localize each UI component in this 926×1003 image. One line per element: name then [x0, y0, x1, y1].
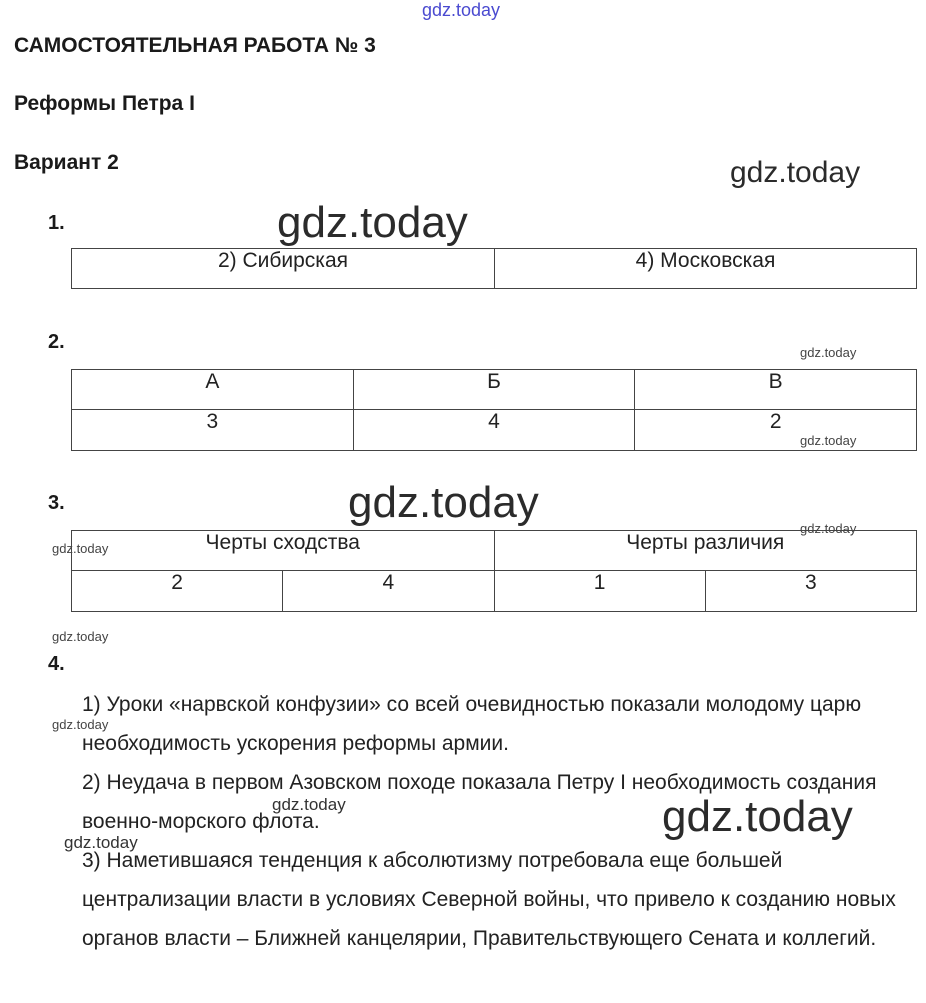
watermark: gdz.today	[662, 792, 853, 841]
task-1-cell: 4) Московская	[495, 249, 917, 289]
task-2-header: В	[635, 370, 917, 410]
task-3-number: 3.	[48, 492, 65, 514]
watermark: gdz.today	[730, 156, 861, 189]
watermark: gdz.today	[800, 433, 857, 448]
task-4-number: 4.	[48, 653, 65, 675]
watermark: gdz.today	[800, 521, 857, 536]
task-3-value: 4	[283, 571, 494, 612]
task-3-value: 1	[494, 571, 705, 612]
task-1-table	[71, 248, 917, 289]
worksheet-title: САМОСТОЯТЕЛЬНАЯ РАБОТА № 3	[14, 34, 376, 57]
watermark: gdz.today	[800, 345, 857, 360]
task-1-cell: 2) Сибирская	[72, 249, 495, 289]
task-3-table	[71, 530, 917, 612]
task-2-value: 4	[353, 410, 635, 451]
task-2-table	[71, 369, 917, 451]
variant-label: Вариант 2	[14, 151, 119, 174]
watermark: gdz.today	[52, 717, 109, 732]
worksheet-subtitle: Реформы Петра I	[14, 92, 195, 115]
task-3-value: 2	[72, 571, 283, 612]
watermark: gdz.today	[64, 833, 138, 852]
answer-paragraph: 2) Неудача в первом Азовском походе показала Петру I необходимость создания военно-морского флота.	[82, 771, 877, 833]
task-1-number: 1.	[48, 212, 65, 234]
watermark: gdz.today	[348, 478, 539, 527]
task-2-value: 2	[635, 410, 917, 451]
watermark: gdz.today	[272, 795, 346, 814]
task-3-header: Черты сходства	[72, 531, 495, 571]
task-2-value: 3	[72, 410, 354, 451]
watermark: gdz.today	[52, 629, 109, 644]
task-3-header: Черты различия	[494, 531, 917, 571]
watermark: gdz.today	[422, 0, 501, 20]
task-3-value: 3	[705, 571, 916, 612]
task-2-number: 2.	[48, 331, 65, 353]
answer-paragraph: 3) Наметившаяся тенденция к абсолютизму потребовала еще большей централизации власти в условиях Северной войны, что привело к созданию новых органов власти – Ближней канцелярии, Правительствующего Сената и коллегий.	[82, 849, 896, 950]
task-2-header: Б	[353, 370, 635, 410]
watermark: gdz.today	[52, 541, 109, 556]
answer-paragraph: 1) Уроки «нарвской конфузии» со всей очевидностью показали молодому царю необходимость ускорения реформы армии.	[82, 693, 862, 755]
task-2-header: А	[72, 370, 354, 410]
watermark: gdz.today	[277, 198, 468, 247]
